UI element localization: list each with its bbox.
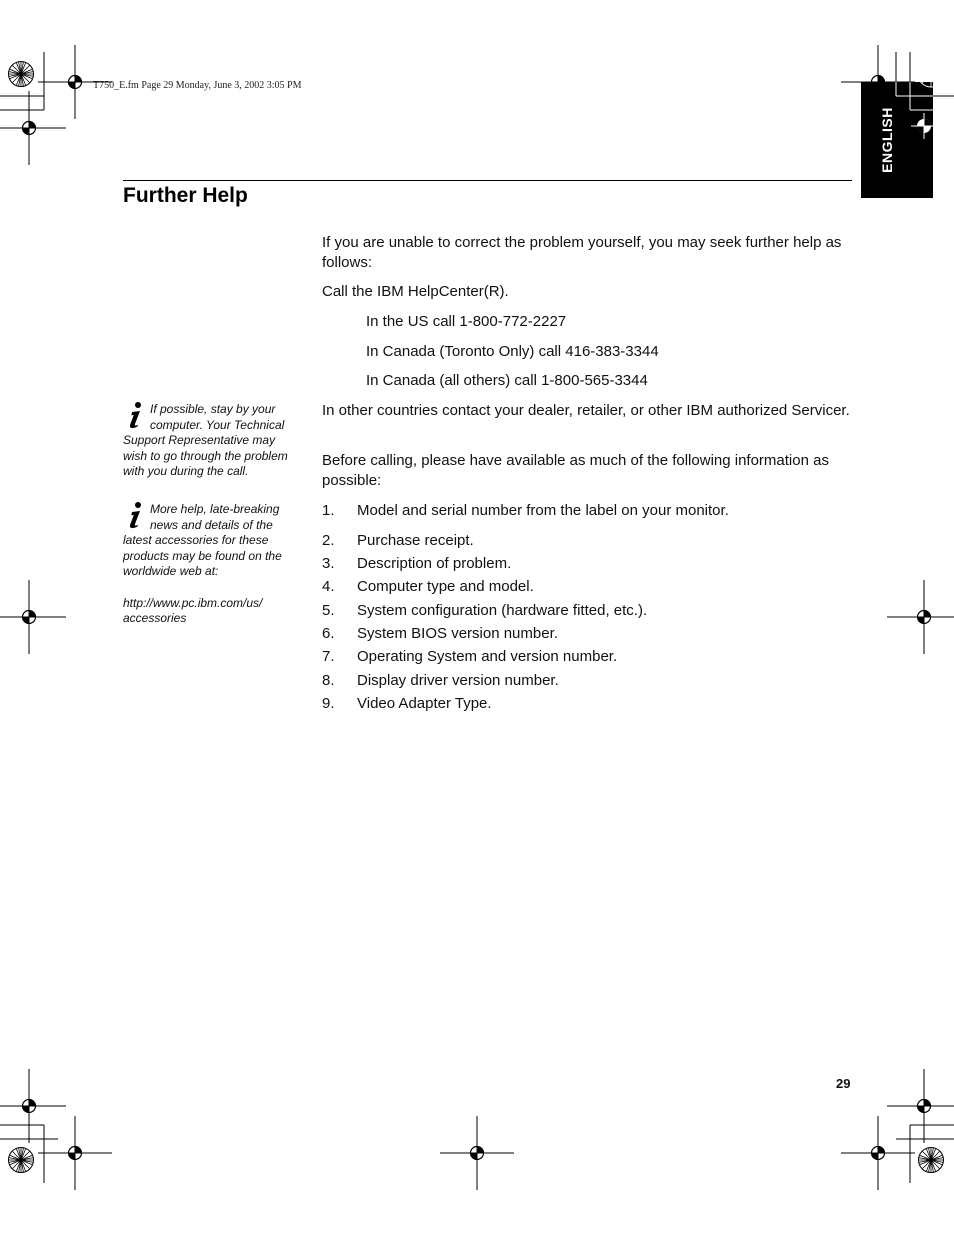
list-item-text: Description of problem. [357,555,512,572]
registration-mark [887,580,954,654]
list-item-text: Display driver version number. [357,672,559,689]
info-icon [123,401,147,429]
phone-us: In the US call 1-800-772-2227 [366,313,567,330]
registration-mark [0,1069,66,1143]
list-item-text: System configuration (hardware fitted, etc.). [357,602,648,619]
star-target-mark [9,62,34,87]
list-item-text: Model and serial number from the label on your monitor. [357,502,729,519]
call-helpcenter-text: Call the IBM HelpCenter(R). [322,283,509,300]
list-item-number: 2. [322,532,335,549]
list-item-text: Purchase receipt. [357,532,474,549]
list-item-text: Video Adapter Type. [357,695,492,712]
registration-mark [0,91,66,165]
sidenote-more-help: More help, late-breaking news and details of the latest accessories for these products may be found on the worldwide web at: http://www.pc.ibm.com/us/ accessories [123,502,282,625]
phone-canada-others: In Canada (all others) call 1-800-565-3344 [366,372,648,389]
list-item-text: Operating System and version number. [357,648,618,665]
file-slug: T750_E.fm Page 29 Monday, June 3, 2002 3:05 PM [93,80,302,91]
registration-mark [887,1069,954,1143]
list-item-number: 7. [322,648,335,665]
sidenote-stay-by-computer: If possible, stay by your computer. Your Technical Support Representative may wish to go through the problem with you during the call. [123,402,288,478]
list-item-number: 9. [322,695,335,712]
page-title: Further Help [123,184,248,207]
title-rule [123,180,852,181]
page-number: 29 [836,1076,851,1091]
tab-marks [861,82,933,198]
list-item-number: 8. [322,672,335,689]
list-item-text: System BIOS version number. [357,625,558,642]
list-item-number: 3. [322,555,335,572]
star-target-mark [9,1148,34,1173]
other-countries-paragraph: In other countries contact your dealer, retailer, or other IBM authorized Servicer. [322,402,850,419]
list-item-number: 6. [322,625,335,642]
list-item-number: 1. [322,502,335,519]
intro-paragraph: If you are unable to correct the problem yourself, you may seek further help as follows: [322,234,842,271]
list-item-text: Computer type and model. [357,578,534,595]
list-item-number: 4. [322,578,335,595]
registration-mark [38,1116,112,1190]
before-calling-paragraph: Before calling, please have available as much of the following information as possible: [322,452,829,489]
language-tab [861,82,933,198]
list-item-number: 5. [322,602,335,619]
star-target-mark [919,1148,944,1173]
phone-canada-toronto: In Canada (Toronto Only) call 416-383-3344 [366,343,659,360]
registration-mark [841,1116,915,1190]
registration-mark [440,1116,514,1190]
info-icon [123,501,147,529]
accessories-url: http://www.pc.ibm.com/us/ accessories [123,595,263,625]
registration-mark [0,580,66,654]
language-tab-label: ENGLISH [879,107,896,173]
